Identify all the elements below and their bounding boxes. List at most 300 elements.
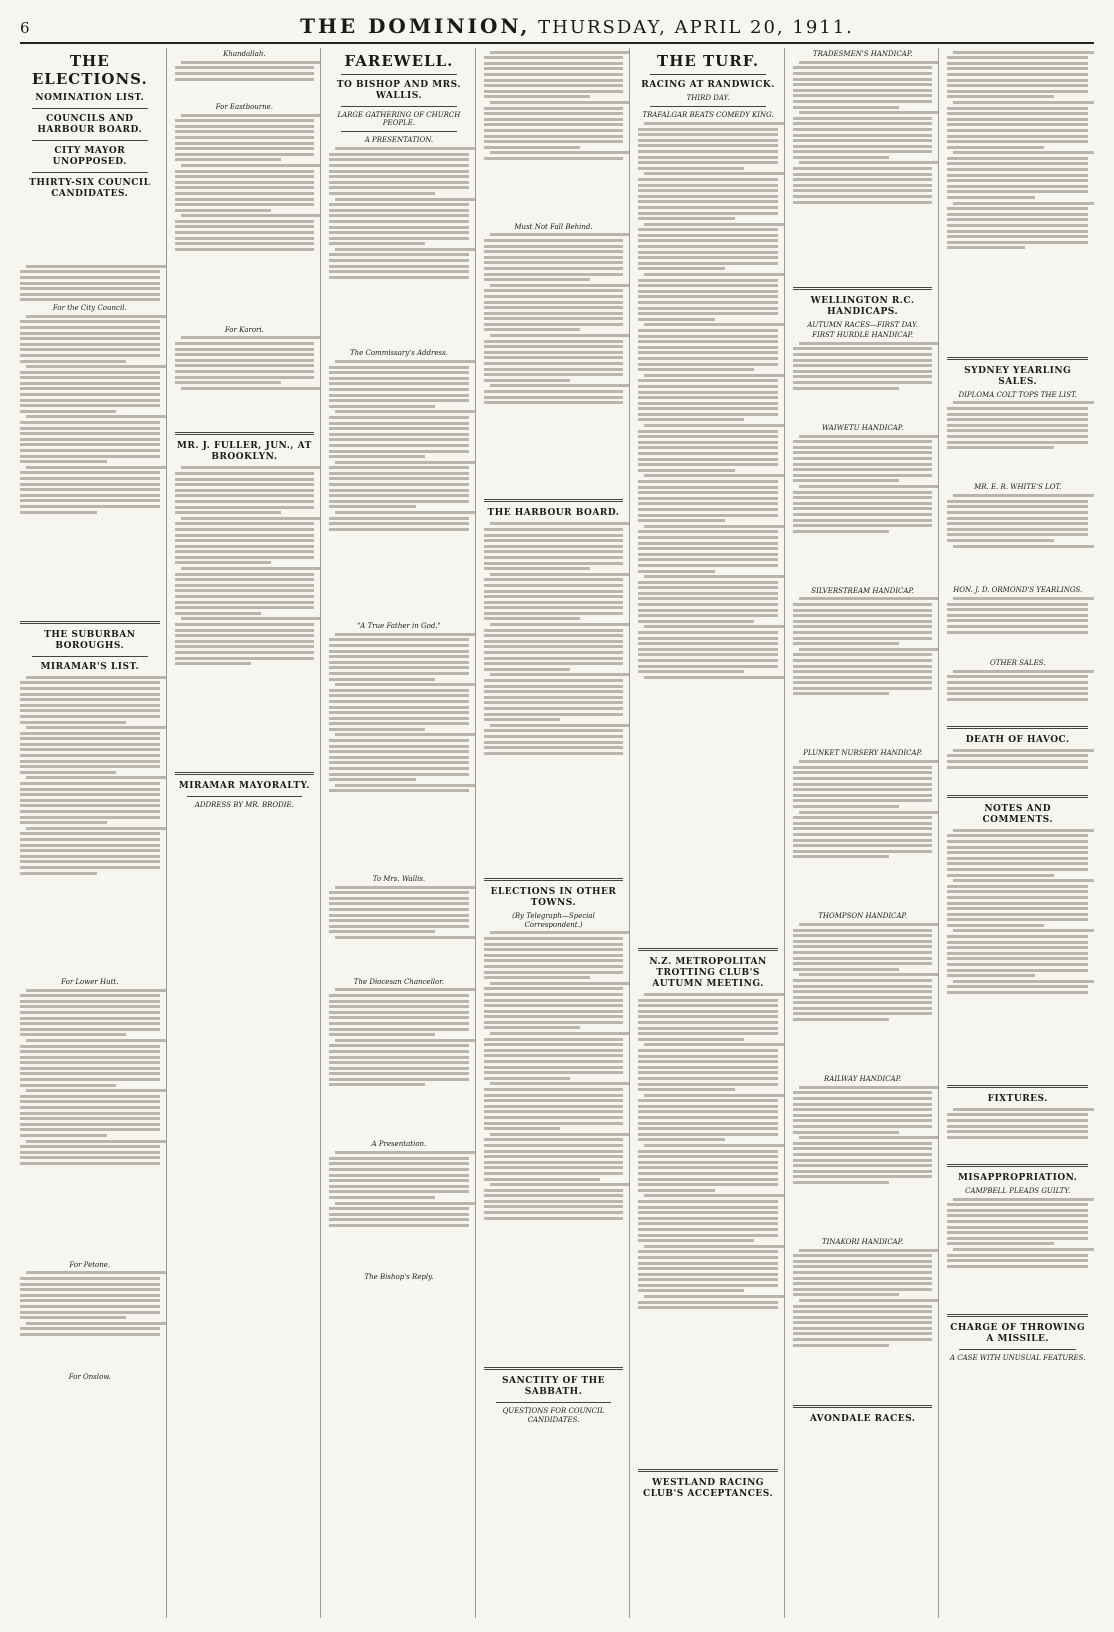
text-line xyxy=(799,648,939,651)
text-line xyxy=(799,161,939,164)
body-text xyxy=(947,51,1088,351)
text-line xyxy=(20,816,160,819)
column-4 xyxy=(484,48,631,1618)
text-line xyxy=(638,379,778,382)
text-line xyxy=(484,123,624,126)
text-line xyxy=(793,451,933,454)
text-line xyxy=(947,140,1088,143)
text-line xyxy=(638,1189,715,1192)
text-line xyxy=(20,681,160,684)
text-line xyxy=(638,189,778,192)
text-line xyxy=(793,794,933,797)
text-line xyxy=(947,754,1088,757)
text-line xyxy=(335,147,475,150)
text-line xyxy=(793,614,933,617)
text-line xyxy=(175,220,315,223)
text-line xyxy=(793,117,933,120)
text-line xyxy=(175,573,315,576)
text-line xyxy=(947,56,1088,59)
text-line xyxy=(484,590,624,593)
text-line xyxy=(329,192,435,195)
body-text xyxy=(793,1249,933,1399)
text-line xyxy=(799,435,939,438)
text-line xyxy=(793,167,933,170)
text-line xyxy=(175,370,315,373)
text-line xyxy=(638,581,778,584)
text-line xyxy=(484,1155,624,1158)
page-number: 6 xyxy=(20,19,30,37)
text-line xyxy=(329,1174,469,1177)
text-line xyxy=(175,645,315,648)
text-line xyxy=(638,614,778,617)
text-line xyxy=(638,1273,778,1276)
text-line xyxy=(638,279,778,282)
text-line xyxy=(638,1228,778,1231)
text-line xyxy=(793,642,899,645)
text-line xyxy=(953,151,1094,154)
text-line xyxy=(20,1327,160,1330)
text-line xyxy=(181,567,321,570)
text-line xyxy=(329,1168,469,1171)
fuller-heading: MR. J. FULLER, JUN., AT BROOKLYN. xyxy=(176,441,312,463)
text-line xyxy=(329,1196,435,1199)
text-line xyxy=(175,125,315,128)
text-line xyxy=(953,1248,1094,1251)
text-line xyxy=(947,1265,1088,1268)
text-line xyxy=(793,1018,889,1021)
text-line xyxy=(490,1133,630,1136)
text-line xyxy=(329,433,469,436)
text-line xyxy=(20,732,160,735)
body-text xyxy=(329,147,469,347)
text-line xyxy=(953,1108,1094,1111)
body-text xyxy=(947,829,1088,1079)
text-line xyxy=(793,766,933,769)
text-line xyxy=(947,79,1088,82)
text-line xyxy=(181,387,321,390)
text-line xyxy=(947,90,1088,93)
missile-charge-heading: CHARGE OF THROWING A MISSILE. xyxy=(950,1322,1086,1344)
text-line xyxy=(793,94,933,97)
text-line xyxy=(329,638,469,641)
text-line xyxy=(329,427,469,430)
text-line xyxy=(484,937,624,940)
ormond-yearlings-subheading: HON. J. D. ORMOND'S YEARLINGS. xyxy=(953,586,1083,595)
text-line xyxy=(953,670,1094,673)
text-line xyxy=(638,1256,778,1259)
text-line xyxy=(484,1010,624,1013)
text-line xyxy=(329,153,469,156)
body-text xyxy=(329,633,469,873)
text-line xyxy=(793,687,933,690)
text-line xyxy=(799,760,939,763)
text-line xyxy=(638,318,715,321)
text-line xyxy=(175,66,315,69)
text-line xyxy=(175,545,315,548)
text-line xyxy=(20,276,160,279)
body-text xyxy=(484,522,624,872)
text-line xyxy=(335,784,475,787)
text-line xyxy=(484,295,624,298)
text-line xyxy=(484,67,624,70)
text-line xyxy=(484,1200,624,1203)
text-line xyxy=(793,189,933,192)
text-line xyxy=(20,1045,160,1048)
text-line xyxy=(329,477,469,480)
text-line xyxy=(175,478,315,481)
text-line xyxy=(793,940,933,943)
text-line xyxy=(793,1164,933,1167)
text-line xyxy=(947,528,1088,531)
text-line xyxy=(793,620,933,623)
text-line xyxy=(329,891,469,894)
text-line xyxy=(20,721,126,724)
column-3 xyxy=(329,48,476,1618)
text-line xyxy=(947,246,1024,249)
text-line xyxy=(638,1161,778,1164)
text-line xyxy=(947,985,1088,988)
text-line xyxy=(484,256,624,259)
text-line xyxy=(638,514,778,517)
text-line xyxy=(329,908,469,911)
text-line xyxy=(793,173,933,176)
text-line xyxy=(793,659,933,662)
text-line xyxy=(175,629,315,632)
text-line xyxy=(947,1214,1088,1217)
text-line xyxy=(947,112,1088,115)
councils-subheading: COUNCILS AND HARBOUR BOARD. xyxy=(37,114,143,135)
text-line xyxy=(175,494,315,497)
text-line xyxy=(20,460,107,463)
text-line xyxy=(947,868,1088,871)
text-line xyxy=(793,1131,899,1134)
text-line xyxy=(793,1293,899,1296)
text-line xyxy=(793,1091,933,1094)
body-text xyxy=(484,233,624,493)
text-line xyxy=(484,1217,624,1220)
text-line xyxy=(20,376,160,379)
text-line xyxy=(638,603,778,606)
text-line xyxy=(638,458,778,461)
text-line xyxy=(484,328,580,331)
text-line xyxy=(638,497,778,500)
text-line xyxy=(484,534,624,537)
text-line xyxy=(484,135,624,138)
text-line xyxy=(329,789,469,792)
diploma-colt-subheading: DIPLOMA COLT TOPS THE LIST. xyxy=(958,390,1077,399)
text-line xyxy=(329,422,469,425)
text-line xyxy=(20,471,160,474)
text-line xyxy=(793,1142,933,1145)
text-line xyxy=(175,534,315,537)
text-line xyxy=(175,589,315,592)
text-line xyxy=(335,198,475,201)
text-line xyxy=(947,505,1088,508)
text-line xyxy=(638,1071,778,1074)
tradesmens-handicap-heading: TRADESMEN'S HANDICAP. xyxy=(812,50,913,58)
text-line xyxy=(484,390,624,393)
text-line xyxy=(947,991,1088,994)
text-line xyxy=(329,767,469,770)
text-line xyxy=(26,466,166,469)
text-line xyxy=(20,782,160,785)
text-line xyxy=(799,485,939,488)
text-line xyxy=(329,1067,469,1070)
text-line xyxy=(175,136,315,139)
text-line xyxy=(329,722,469,725)
text-line xyxy=(484,556,624,559)
council-questions-subheading: QUESTIONS FOR COUNCIL CANDIDATES. xyxy=(502,1407,605,1424)
text-line xyxy=(490,724,630,727)
text-line xyxy=(638,452,778,455)
text-line xyxy=(947,918,1088,921)
text-line xyxy=(638,1267,778,1270)
text-line xyxy=(175,601,315,604)
text-line xyxy=(329,700,469,703)
text-line xyxy=(329,181,469,184)
khandallah-heading: Khandallah. xyxy=(223,50,266,58)
text-line xyxy=(484,1211,624,1214)
text-line xyxy=(329,1011,469,1014)
text-line xyxy=(793,603,933,606)
text-line xyxy=(329,366,469,369)
text-line xyxy=(484,539,624,542)
text-line xyxy=(793,375,933,378)
text-line xyxy=(947,896,1088,899)
text-line xyxy=(20,326,160,329)
text-line xyxy=(644,525,784,528)
text-line xyxy=(793,364,933,367)
silverstream-heading: SILVERSTREAM HANDICAP. xyxy=(811,586,914,595)
text-line xyxy=(638,184,778,187)
text-line xyxy=(329,1218,469,1221)
masthead xyxy=(20,14,1094,44)
text-line xyxy=(638,491,778,494)
text-line xyxy=(484,1194,624,1197)
text-line xyxy=(793,833,933,836)
text-line xyxy=(175,662,252,665)
text-line xyxy=(175,528,315,531)
text-line xyxy=(20,1277,160,1280)
text-line xyxy=(799,597,939,600)
text-line xyxy=(484,250,624,253)
text-line xyxy=(175,539,315,542)
true-father-heading: "A True Father in God." xyxy=(357,622,441,630)
railway-heading: RAILWAY HANDICAP. xyxy=(824,1074,902,1083)
text-line xyxy=(484,662,624,665)
text-line xyxy=(947,135,1088,138)
text-line xyxy=(484,746,624,749)
text-line xyxy=(26,1089,166,1092)
text-line xyxy=(638,558,778,561)
text-line xyxy=(484,562,624,565)
issue-date: THURSDAY, APRIL 20, 1911. xyxy=(538,17,854,38)
text-line xyxy=(20,1333,160,1336)
text-line xyxy=(20,1100,160,1103)
text-line xyxy=(484,1060,624,1063)
text-line xyxy=(490,101,630,104)
text-line xyxy=(175,376,315,379)
body-text xyxy=(793,923,933,1073)
text-line xyxy=(638,335,778,338)
text-line xyxy=(947,522,1088,525)
body-text xyxy=(20,1271,160,1371)
text-line xyxy=(329,220,469,223)
body-text xyxy=(329,1151,469,1271)
text-line xyxy=(20,432,160,435)
text-line xyxy=(484,146,580,149)
text-line xyxy=(947,533,1088,536)
text-line xyxy=(329,371,469,374)
text-line xyxy=(490,284,630,287)
text-line xyxy=(638,1055,778,1058)
text-line xyxy=(793,855,889,858)
text-line xyxy=(638,217,734,220)
text-line xyxy=(638,1004,778,1007)
text-line xyxy=(793,440,933,443)
text-line xyxy=(20,765,160,768)
body-text xyxy=(947,1198,1088,1308)
text-line xyxy=(793,106,899,109)
text-line xyxy=(638,508,778,511)
thompson-heading: THOMPSON HANDICAP. xyxy=(818,912,908,921)
paper-title xyxy=(60,14,1094,38)
text-line xyxy=(947,1136,1088,1139)
text-line xyxy=(953,879,1094,882)
text-line xyxy=(20,494,160,497)
column-5 xyxy=(638,48,785,1618)
text-line xyxy=(329,717,469,720)
text-line xyxy=(638,139,778,142)
text-line xyxy=(638,1306,778,1309)
text-line xyxy=(175,153,315,156)
text-line xyxy=(947,174,1088,177)
text-line xyxy=(484,629,624,632)
text-line xyxy=(644,223,784,226)
text-line xyxy=(793,839,933,842)
text-line xyxy=(484,289,624,292)
text-line xyxy=(20,771,116,774)
text-line xyxy=(484,1038,624,1041)
text-line xyxy=(484,301,624,304)
text-line xyxy=(793,457,933,460)
text-line xyxy=(947,429,1088,432)
text-line xyxy=(638,542,778,545)
text-line xyxy=(175,348,315,351)
text-line xyxy=(484,1110,624,1113)
first-hurdle-heading: FIRST HURDLE HANDICAP. xyxy=(812,331,914,339)
text-line xyxy=(175,181,315,184)
text-line xyxy=(20,1084,116,1087)
body-text xyxy=(947,494,1088,584)
text-line xyxy=(329,661,469,664)
text-line xyxy=(793,491,933,494)
text-line xyxy=(20,1106,160,1109)
text-line xyxy=(181,617,321,620)
text-line xyxy=(20,337,160,340)
text-line xyxy=(947,424,1088,427)
text-line xyxy=(484,1105,624,1108)
text-line xyxy=(953,980,1094,983)
text-line xyxy=(644,1295,784,1298)
text-line xyxy=(793,692,889,695)
miramar-list-heading: MIRAMAR'S LIST. xyxy=(40,661,140,672)
text-line xyxy=(335,886,475,889)
text-line xyxy=(490,931,630,934)
text-line xyxy=(329,745,469,748)
text-line xyxy=(638,150,778,153)
text-line xyxy=(20,1145,160,1148)
text-line xyxy=(20,1017,160,1020)
text-line xyxy=(329,472,469,475)
text-line xyxy=(329,1072,469,1075)
text-line xyxy=(638,570,715,573)
text-line xyxy=(329,158,469,161)
text-line xyxy=(947,168,1088,171)
text-line xyxy=(484,267,624,270)
column-7 xyxy=(947,48,1094,1618)
text-line xyxy=(329,175,469,178)
text-line xyxy=(329,1162,469,1165)
text-line xyxy=(793,945,933,948)
text-line xyxy=(793,139,933,142)
text-line xyxy=(484,567,590,570)
text-line xyxy=(947,118,1088,121)
text-line xyxy=(484,95,590,98)
text-line xyxy=(484,379,571,382)
text-line xyxy=(329,1028,469,1031)
text-line xyxy=(20,1156,160,1159)
paper-name: THE DOMINION, xyxy=(300,14,531,38)
text-line xyxy=(638,592,778,595)
text-line xyxy=(484,396,624,399)
text-line xyxy=(20,1316,126,1319)
text-line xyxy=(26,265,166,268)
text-line xyxy=(20,799,160,802)
text-line xyxy=(175,72,315,75)
text-line xyxy=(329,925,469,928)
text-line xyxy=(484,140,624,143)
text-line xyxy=(329,270,469,273)
text-line xyxy=(947,196,1034,199)
text-line xyxy=(329,1016,469,1019)
text-line xyxy=(26,989,166,992)
text-line xyxy=(638,642,778,645)
avondale-heading: AVONDALE RACES. xyxy=(809,1413,916,1424)
text-line xyxy=(793,1321,933,1324)
text-line xyxy=(329,644,469,647)
unusual-features-subheading: A CASE WITH UNUSUAL FEATURES. xyxy=(949,1353,1086,1362)
text-line xyxy=(793,468,933,471)
text-line xyxy=(638,1116,778,1119)
text-line xyxy=(484,640,624,643)
text-line xyxy=(638,1105,778,1108)
text-line xyxy=(793,637,933,640)
text-line xyxy=(329,259,469,262)
text-line xyxy=(638,391,778,394)
text-line xyxy=(947,603,1088,606)
text-line xyxy=(947,1113,1088,1116)
text-line xyxy=(638,312,778,315)
body-text xyxy=(793,1086,933,1236)
text-line xyxy=(947,924,1044,927)
text-line xyxy=(329,164,469,167)
text-line xyxy=(644,172,784,175)
text-line xyxy=(638,368,754,371)
text-line xyxy=(947,1125,1088,1128)
text-line xyxy=(793,474,933,477)
column-1 xyxy=(20,48,167,1618)
